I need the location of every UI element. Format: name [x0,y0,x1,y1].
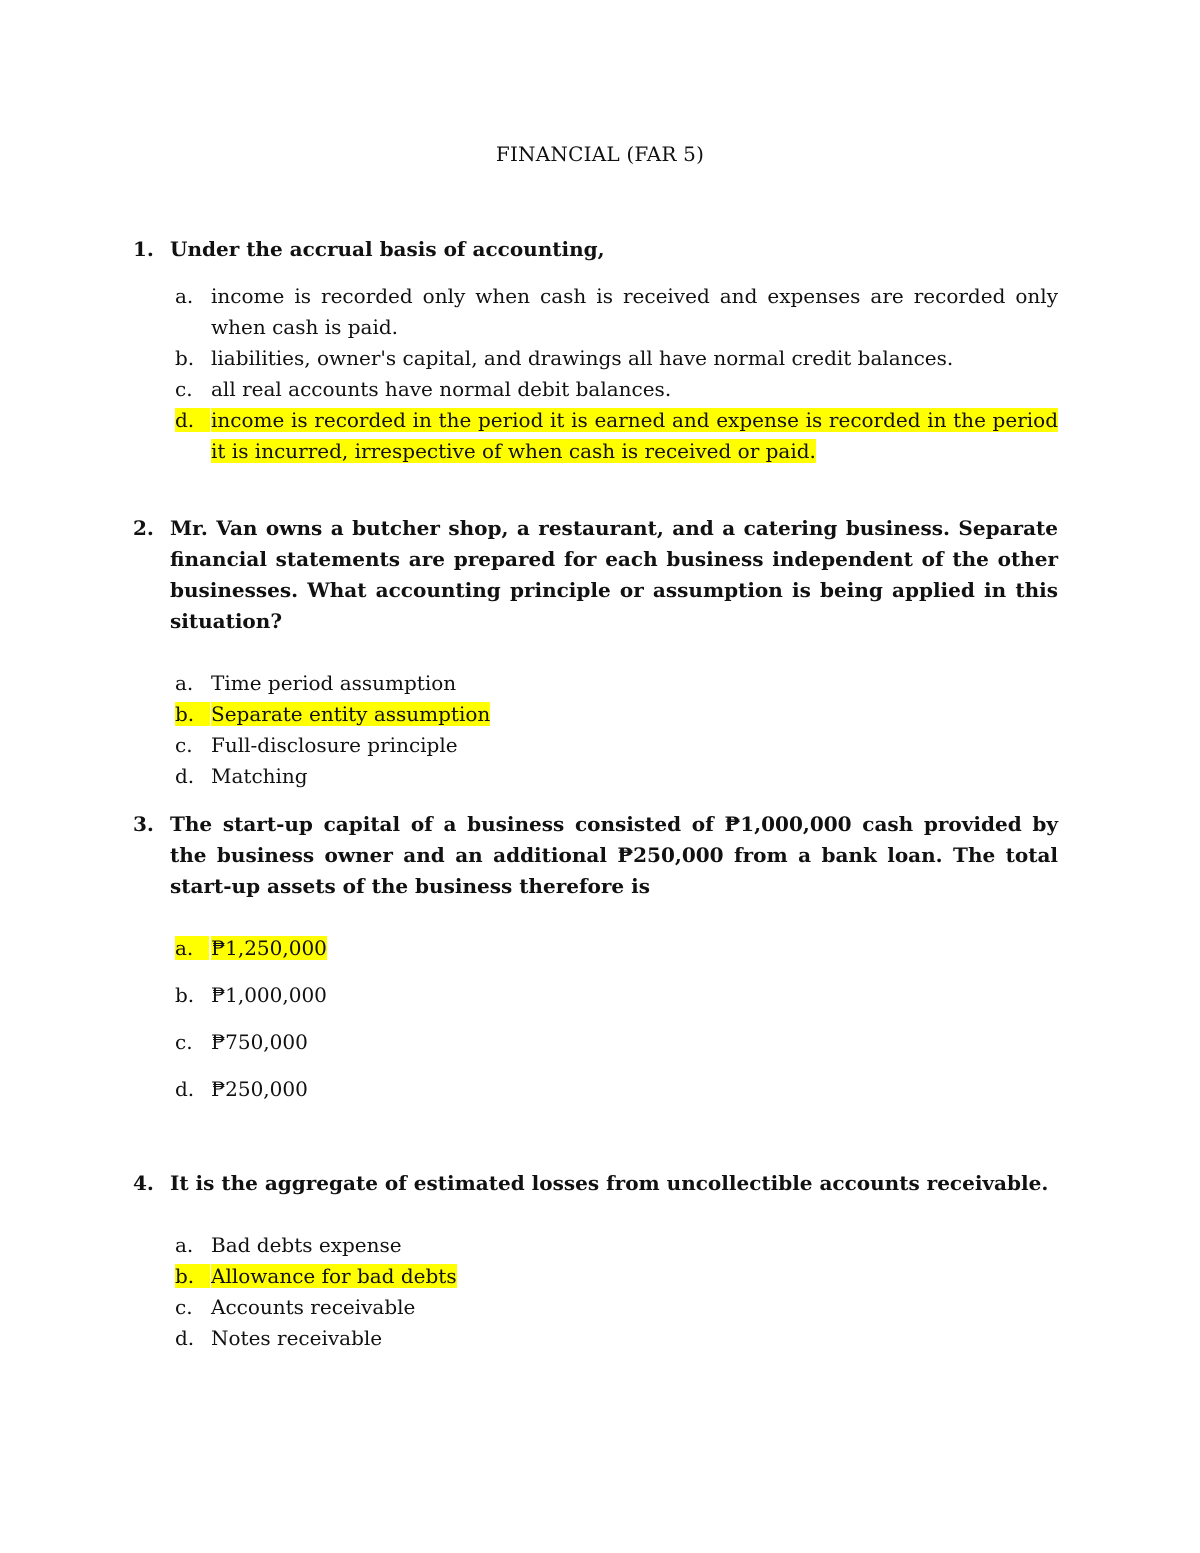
option-letter: d. [175,1077,195,1101]
option-list [175,1230,1058,1354]
question-text: It is the aggregate of estimated losses from uncollectible accounts receivable. [170,1171,1049,1195]
option-text: Time period assumption [211,671,457,695]
option-d [175,1323,1058,1354]
question-text: The start-up capital of a business consisted of ₱1,000,000 cash provided by the business owner and an additional ₱250,000 from a bank loan. The total start-up assets of the business therefore is [170,812,1058,898]
option-list [175,281,1058,467]
document-title: FINANCIAL (FAR 5) [495,142,705,166]
option-text: ₱750,000 [211,1030,308,1054]
option-text: ₱250,000 [211,1077,308,1101]
question-stem [133,513,1058,637]
option-list [175,668,1058,792]
option-text: all real accounts have normal debit balances. [211,377,672,401]
option-letter: c. [175,1030,193,1054]
question-number: 3. [133,812,154,836]
option-b [175,972,1058,1019]
option-b-highlighted [175,1261,1058,1292]
question-2 [133,513,1058,792]
option-letter: c. [175,733,193,757]
option-letter: c. [175,377,193,401]
option-text: ₱1,250,000 [211,936,327,960]
option-letter: d. [175,1326,195,1350]
option-text: Full-disclosure principle [211,733,458,757]
option-c [175,730,1058,761]
option-letter: d. [175,408,210,432]
option-c [175,374,1058,405]
option-letter: b. [175,346,195,370]
option-list [175,925,1058,1113]
option-letter: d. [175,764,195,788]
option-d [175,1066,1058,1113]
question-stem [133,1168,1058,1199]
option-a [175,281,1058,343]
question-number: 1. [133,237,154,261]
option-text: Matching [211,764,308,788]
option-a-highlighted [175,925,1058,972]
question-1 [133,234,1058,467]
option-text: Separate entity assumption [211,702,491,726]
question-text: Under the accrual basis of accounting, [170,237,605,261]
option-letter: b. [175,1264,210,1288]
question-3 [133,809,1058,1113]
question-text: Mr. Van owns a butcher shop, a restaurant, and a catering business. Separate financial statements are prepared for each business independent of the other businesses. What accounting principle or assumption is being applied in this situation? [170,516,1058,633]
option-text: ₱1,000,000 [211,983,327,1007]
option-letter: b. [175,702,210,726]
option-text: Bad debts expense [211,1233,402,1257]
option-d [175,761,1058,792]
option-text: Allowance for bad debts [211,1264,457,1288]
option-letter: a. [175,671,194,695]
option-letter: a. [175,936,209,960]
option-c [175,1292,1058,1323]
question-4 [133,1168,1058,1354]
question-number: 2. [133,516,154,540]
option-text: income is recorded only when cash is received and expenses are recorded only when cash is paid. [211,284,1058,339]
option-b [175,343,1058,374]
option-text: Accounts receivable [211,1295,416,1319]
option-b-highlighted [175,699,1058,730]
option-letter: b. [175,983,195,1007]
option-a [175,668,1058,699]
option-text: Notes receivable [211,1326,383,1350]
option-c [175,1019,1058,1066]
question-stem [133,234,1058,265]
option-letter: a. [175,1233,194,1257]
option-text: income is recorded in the period it is earned and expense is recorded in the period it is incurred, irrespective of when cash is received or paid. [211,408,1058,463]
option-text: liabilities, owner's capital, and drawings all have normal credit balances. [211,346,954,370]
option-a [175,1230,1058,1261]
option-letter: c. [175,1295,193,1319]
question-stem [133,809,1058,902]
option-d-highlighted [175,405,1058,467]
question-number: 4. [133,1171,154,1195]
option-letter: a. [175,284,194,308]
